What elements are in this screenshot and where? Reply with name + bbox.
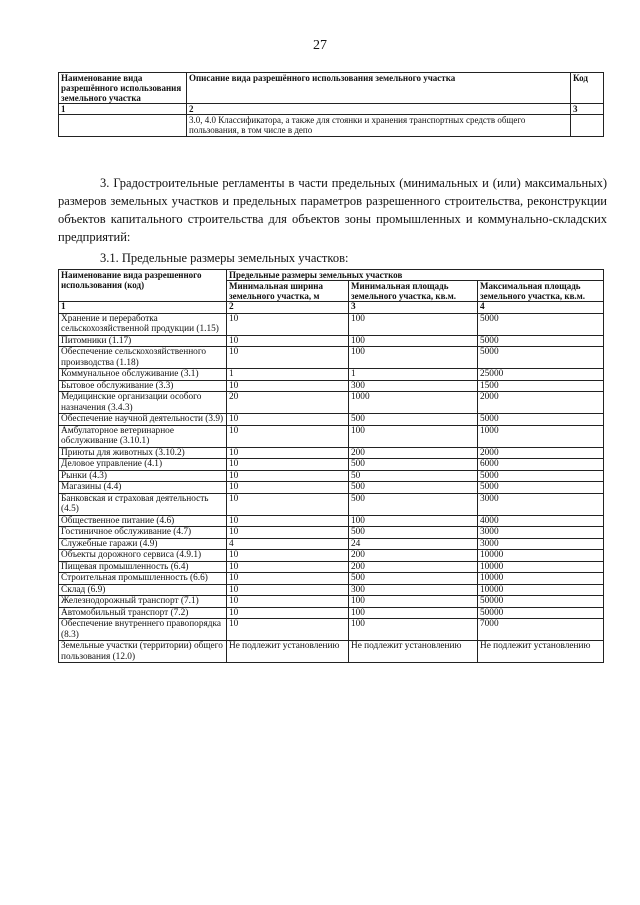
cell-min-area: 100 [349, 335, 478, 347]
permitted-use-table [58, 72, 604, 137]
column-header-max-area: Максимальная площадь земельного участка, кв.м. [478, 281, 604, 302]
cell-name: Приюты для животных (3.10.2) [59, 447, 227, 459]
cell-name: Гостиничное обслуживание (4.7) [59, 527, 227, 539]
table-row [59, 596, 604, 608]
cell-min-area: 100 [349, 596, 478, 608]
column-header-min-width: Минимальная ширина земельного участка, м [227, 281, 349, 302]
cell-max-area: 2000 [478, 447, 604, 459]
cell-min-area: 100 [349, 425, 478, 447]
column-number: 3 [571, 104, 604, 115]
page-number: 27 [313, 38, 327, 53]
table-row [59, 550, 604, 562]
cell-min-width: 10 [227, 493, 349, 515]
table-row [59, 584, 604, 596]
cell-min-area: 100 [349, 607, 478, 619]
table-row [59, 470, 604, 482]
cell-min-area: 50 [349, 470, 478, 482]
cell-min-width: 10 [227, 425, 349, 447]
cell-min-width: 10 [227, 573, 349, 585]
cell-max-area: 1000 [478, 425, 604, 447]
column-number: 1 [59, 302, 227, 314]
cell-max-area: 4000 [478, 515, 604, 527]
cell-min-width: 10 [227, 561, 349, 573]
cell-min-width: 10 [227, 470, 349, 482]
cell-min-width: 1 [227, 369, 349, 381]
cell-min-width: 10 [227, 527, 349, 539]
table-row [59, 561, 604, 573]
cell-min-area: 500 [349, 527, 478, 539]
cell-min-area: 100 [349, 347, 478, 369]
cell-name: Земельные участки (территории) общего пользования (12.0) [59, 641, 227, 663]
cell-max-area: 5000 [478, 482, 604, 494]
column-header-group: Предельные размеры земельных участков [227, 270, 604, 281]
cell-min-area: 100 [349, 313, 478, 335]
cell-name: Автомобильный транспорт (7.2) [59, 607, 227, 619]
cell-name: Банковская и страховая деятельность (4.5) [59, 493, 227, 515]
cell-max-area: 5000 [478, 470, 604, 482]
cell-max-area: 5000 [478, 335, 604, 347]
table-row [59, 641, 604, 663]
table-row [59, 447, 604, 459]
cell-name: Деловое управление (4.1) [59, 459, 227, 471]
cell-max-area: 3000 [478, 527, 604, 539]
cell-max-area: 50000 [478, 607, 604, 619]
cell-max-area: 3000 [478, 538, 604, 550]
cell-min-area: 100 [349, 619, 478, 641]
cell-min-width: 10 [227, 584, 349, 596]
column-number: 2 [227, 302, 349, 314]
land-plot-size-table [58, 269, 604, 663]
cell-min-area: 200 [349, 550, 478, 562]
table-header-row [59, 270, 604, 281]
cell-name: Обеспечение внутреннего правопорядка (8.3) [59, 619, 227, 641]
cell-name: Амбулаторное ветеринарное обслуживание (3.10.1) [59, 425, 227, 447]
table-row [59, 335, 604, 347]
cell-min-width: 10 [227, 347, 349, 369]
cell-min-width: 10 [227, 414, 349, 426]
cell-max-area: Не подлежит установлению [478, 641, 604, 663]
table-row [59, 527, 604, 539]
table-row [59, 493, 604, 515]
cell-min-width: 10 [227, 596, 349, 608]
cell-min-area: 500 [349, 482, 478, 494]
cell-min-width: 4 [227, 538, 349, 550]
table-row [59, 607, 604, 619]
cell-min-width: 10 [227, 482, 349, 494]
table-row [59, 425, 604, 447]
cell-min-area: 300 [349, 380, 478, 392]
cell-min-width: 10 [227, 619, 349, 641]
cell-name: Строительная промышленность (6.6) [59, 573, 227, 585]
table-row [59, 482, 604, 494]
table-row [59, 538, 604, 550]
cell-name: Обеспечение научной деятельности (3.9) [59, 414, 227, 426]
cell-min-area: 500 [349, 493, 478, 515]
cell-max-area: 3000 [478, 493, 604, 515]
column-number: 2 [187, 104, 571, 115]
table-row [59, 515, 604, 527]
table-row [59, 619, 604, 641]
cell-max-area: 10000 [478, 550, 604, 562]
cell-max-area: 2000 [478, 392, 604, 414]
table-row [59, 380, 604, 392]
column-header-min-area: Минимальная площадь земельного участка, кв.м. [349, 281, 478, 302]
column-number: 3 [349, 302, 478, 314]
cell-name: Питомники (1.17) [59, 335, 227, 347]
cell-max-area: 10000 [478, 573, 604, 585]
table-header-row [59, 73, 604, 104]
table-row [59, 313, 604, 335]
cell-min-width: 10 [227, 459, 349, 471]
cell-name: Хранение и переработка сельскохозяйственной продукции (1.15) [59, 313, 227, 335]
cell-max-area: 25000 [478, 369, 604, 381]
cell-min-area: 1 [349, 369, 478, 381]
cell-min-area: 1000 [349, 392, 478, 414]
cell-name: Склад (6.9) [59, 584, 227, 596]
cell-max-area: 5000 [478, 347, 604, 369]
column-header-name: Наименование вида разрешённого использования земельного участка [59, 73, 187, 104]
cell-min-area: Не подлежит установлению [349, 641, 478, 663]
cell-max-area: 6000 [478, 459, 604, 471]
cell-min-area: 500 [349, 573, 478, 585]
column-number-row [59, 302, 604, 314]
column-number-row [59, 104, 604, 115]
cell-name: Служебные гаражи (4.9) [59, 538, 227, 550]
cell-max-area: 50000 [478, 596, 604, 608]
cell-name: Объекты дорожного сервиса (4.9.1) [59, 550, 227, 562]
cell-max-area: 1500 [478, 380, 604, 392]
cell-min-area: 300 [349, 584, 478, 596]
cell-name: Рынки (4.3) [59, 470, 227, 482]
cell-name: Медицинские организации особого назначения (3.4.3) [59, 392, 227, 414]
cell-max-area: 7000 [478, 619, 604, 641]
cell-min-width: 10 [227, 380, 349, 392]
cell-name: Магазины (4.4) [59, 482, 227, 494]
column-number: 4 [478, 302, 604, 314]
cell-max-area: 10000 [478, 584, 604, 596]
cell-code [571, 115, 604, 137]
table-row [59, 414, 604, 426]
cell-name: Обеспечение сельскохозяйственного производства (1.18) [59, 347, 227, 369]
cell-name: Бытовое обслуживание (3.3) [59, 380, 227, 392]
cell-min-area: 24 [349, 538, 478, 550]
column-number: 1 [59, 104, 187, 115]
table-row [59, 115, 604, 137]
cell-name: Общественное питание (4.6) [59, 515, 227, 527]
cell-min-width: 10 [227, 607, 349, 619]
paragraph-3: 3. Градостроительные регламенты в части предельных (минимальных и (или) максимальных) размеров земельных участков и предельных параметров разрешенного строительства, реконструкции объектов капитального строительства для объектов зоны промышленных и коммунально-складских предприятий: [58, 176, 607, 244]
cell-min-area: 200 [349, 561, 478, 573]
table-row [59, 573, 604, 585]
cell-min-area: 500 [349, 414, 478, 426]
table-row [59, 369, 604, 381]
cell-min-width: 10 [227, 550, 349, 562]
cell-min-area: 100 [349, 515, 478, 527]
cell-name: Коммунальное обслуживание (3.1) [59, 369, 227, 381]
column-header-name: Наименование вида разрешенного использования (код) [59, 270, 227, 302]
cell-name: Железнодорожный транспорт (7.1) [59, 596, 227, 608]
cell-name: Пищевая промышленность (6.4) [59, 561, 227, 573]
cell-min-width: 10 [227, 515, 349, 527]
paragraph-3-1: 3.1. Предельные размеры земельных участков: [100, 251, 349, 265]
table-row [59, 347, 604, 369]
cell-min-width: 10 [227, 335, 349, 347]
cell-max-area: 5000 [478, 313, 604, 335]
cell-max-area: 10000 [478, 561, 604, 573]
table-row [59, 392, 604, 414]
column-header-description: Описание вида разрешённого использования земельного участка [187, 73, 571, 104]
cell-name [59, 115, 187, 137]
cell-min-width: 10 [227, 313, 349, 335]
cell-description: 3.0, 4.0 Классификатора, а также для стоянки и хранения транспортных средств общего пользования, в том числе в депо [187, 115, 571, 137]
table-row [59, 459, 604, 471]
cell-max-area: 5000 [478, 414, 604, 426]
cell-min-width: Не подлежит установлению [227, 641, 349, 663]
cell-min-width: 20 [227, 392, 349, 414]
cell-min-width: 10 [227, 447, 349, 459]
column-header-code: Код [571, 73, 604, 104]
cell-min-area: 500 [349, 459, 478, 471]
cell-min-area: 200 [349, 447, 478, 459]
